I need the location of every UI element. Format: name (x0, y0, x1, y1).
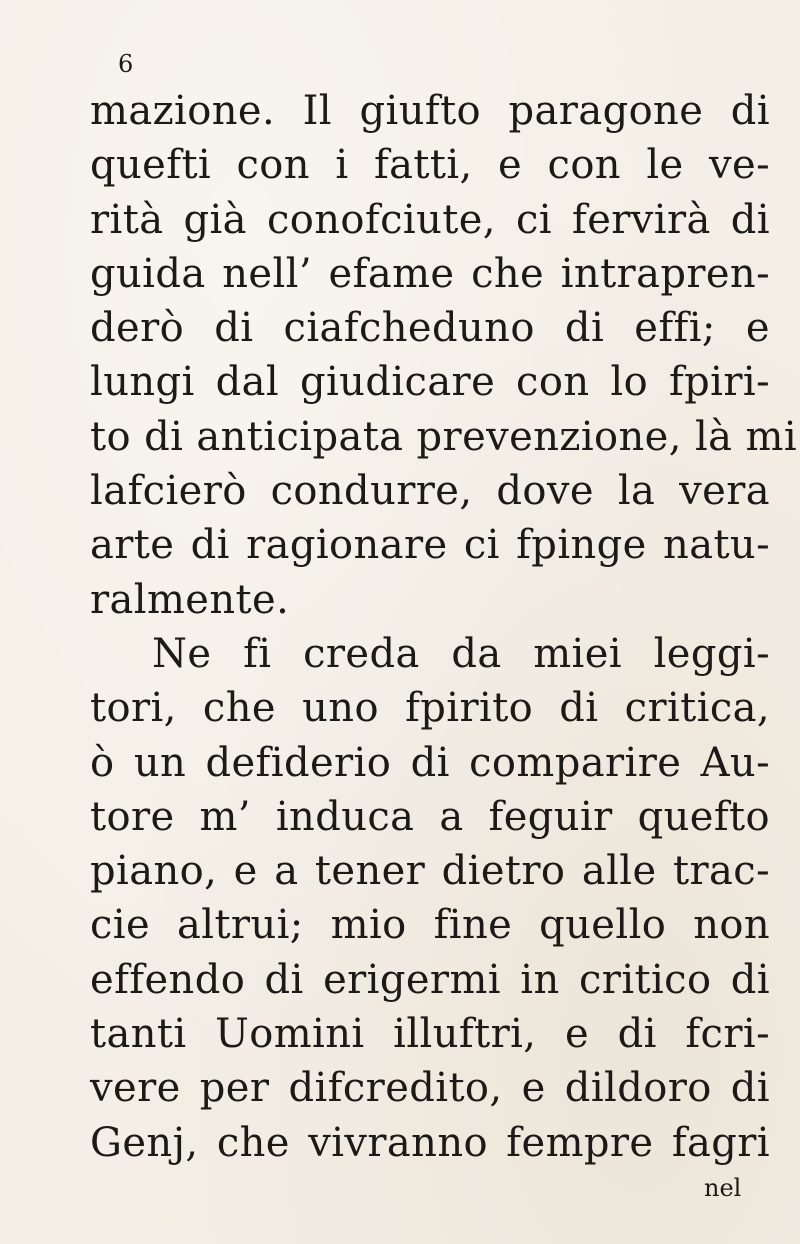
text-line: tore m’ induca a feguir quefto (90, 793, 770, 840)
text-line: vere per difcredito, e dildoro di (90, 1065, 770, 1112)
text-line: ralmente. (90, 576, 290, 623)
catchword: nel (704, 1174, 742, 1202)
text-line: tanti Uomini illuftri, e di fcri- (90, 1011, 770, 1058)
text-line: tori, che uno fpirito di critica, (90, 685, 770, 732)
text-line: piano, e a tener dietro alle trac- (90, 848, 770, 895)
text-line: derò di ciafcheduno di effi; e (90, 305, 770, 352)
paragraph-start-line: Ne fi creda da miei leggi- (152, 630, 770, 677)
text-line: lungi dal giudicare con lo fpiri- (90, 359, 770, 406)
text-line: effendo di erigermi in critico di (90, 956, 770, 1003)
text-line: cie altrui; mio fine quello non (90, 902, 770, 949)
page-number: 6 (118, 50, 134, 78)
text-line: guida nell’ efame che intrapren- (90, 250, 770, 297)
text-line: mazione. Il giufto paragone di (90, 88, 770, 134)
body-text (90, 84, 798, 1170)
text-line: Genj, che vivranno fempre fagri (90, 1119, 770, 1166)
text-line: quefti con i fatti, e con le ve- (90, 142, 770, 189)
text-line: to di anticipata prevenzione, là mi (90, 413, 798, 460)
text-line: rità già conofciute, ci fervirà di (90, 196, 770, 243)
text-line: arte di ragionare ci fpinge natu- (90, 522, 770, 569)
text-line: ò un defiderio di comparire Au- (90, 739, 770, 786)
text-line: lafcierò condurre, dove la vera (90, 468, 770, 515)
